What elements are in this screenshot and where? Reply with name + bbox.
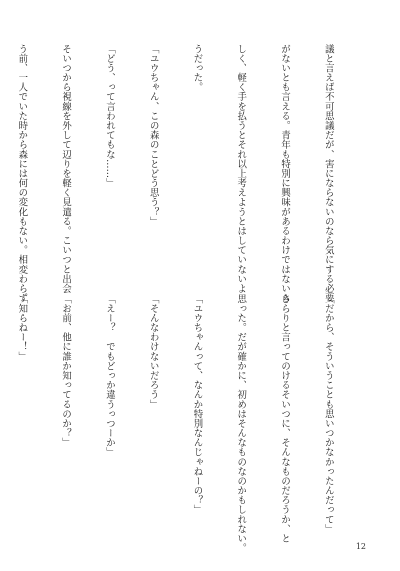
text-line: しく、軽く手を払うとそれ以上考えようとはしていないよ (235, 44, 247, 294)
dialogue-line: 「えー？ でもどっか違うっつーか」 (103, 294, 115, 458)
text-line: うだった。 (191, 44, 203, 92)
page-number: 12 (355, 542, 366, 551)
text-line: がないとも言える。青年も特別に興味があるわけではないら (279, 44, 291, 303)
dialogue-line: 「ユウちゃんって、なんか特別なんじゃねーの？」 (191, 294, 203, 515)
text-line: さらりと言ってのけるそいつに、そんなものだろうか、と (279, 294, 291, 544)
dialogue-line: 「ユウちゃん、この森のことどう思う？」 (147, 44, 159, 227)
text-line: う前、一人でいた時から森には何の変化もない。相変わらず (16, 44, 28, 303)
text-line: そいつから視線を外して辺りを軽く見遣る。こいつと出会 (60, 44, 72, 294)
text-line: 議と言えば不可思議だが、害にならないのなら気にする必要 (322, 44, 334, 303)
dialogue-line: 「知らねー！」 (16, 294, 28, 362)
dialogue-line: 「そんなわけないだろう」 (147, 294, 159, 410)
upper-text-column (16, 44, 364, 303)
dialogue-line: 「どう、って言われてもな……」 (103, 44, 115, 188)
text-line: 思った。だが確かに、初めはそんなものなのかもしれない。 (235, 294, 247, 553)
dialogue-line: 「お前、他に誰か知ってるのか？」 (60, 294, 72, 448)
dialogue-line: 「だから、そういうことも思いつかなかったんだって」 (322, 294, 334, 534)
